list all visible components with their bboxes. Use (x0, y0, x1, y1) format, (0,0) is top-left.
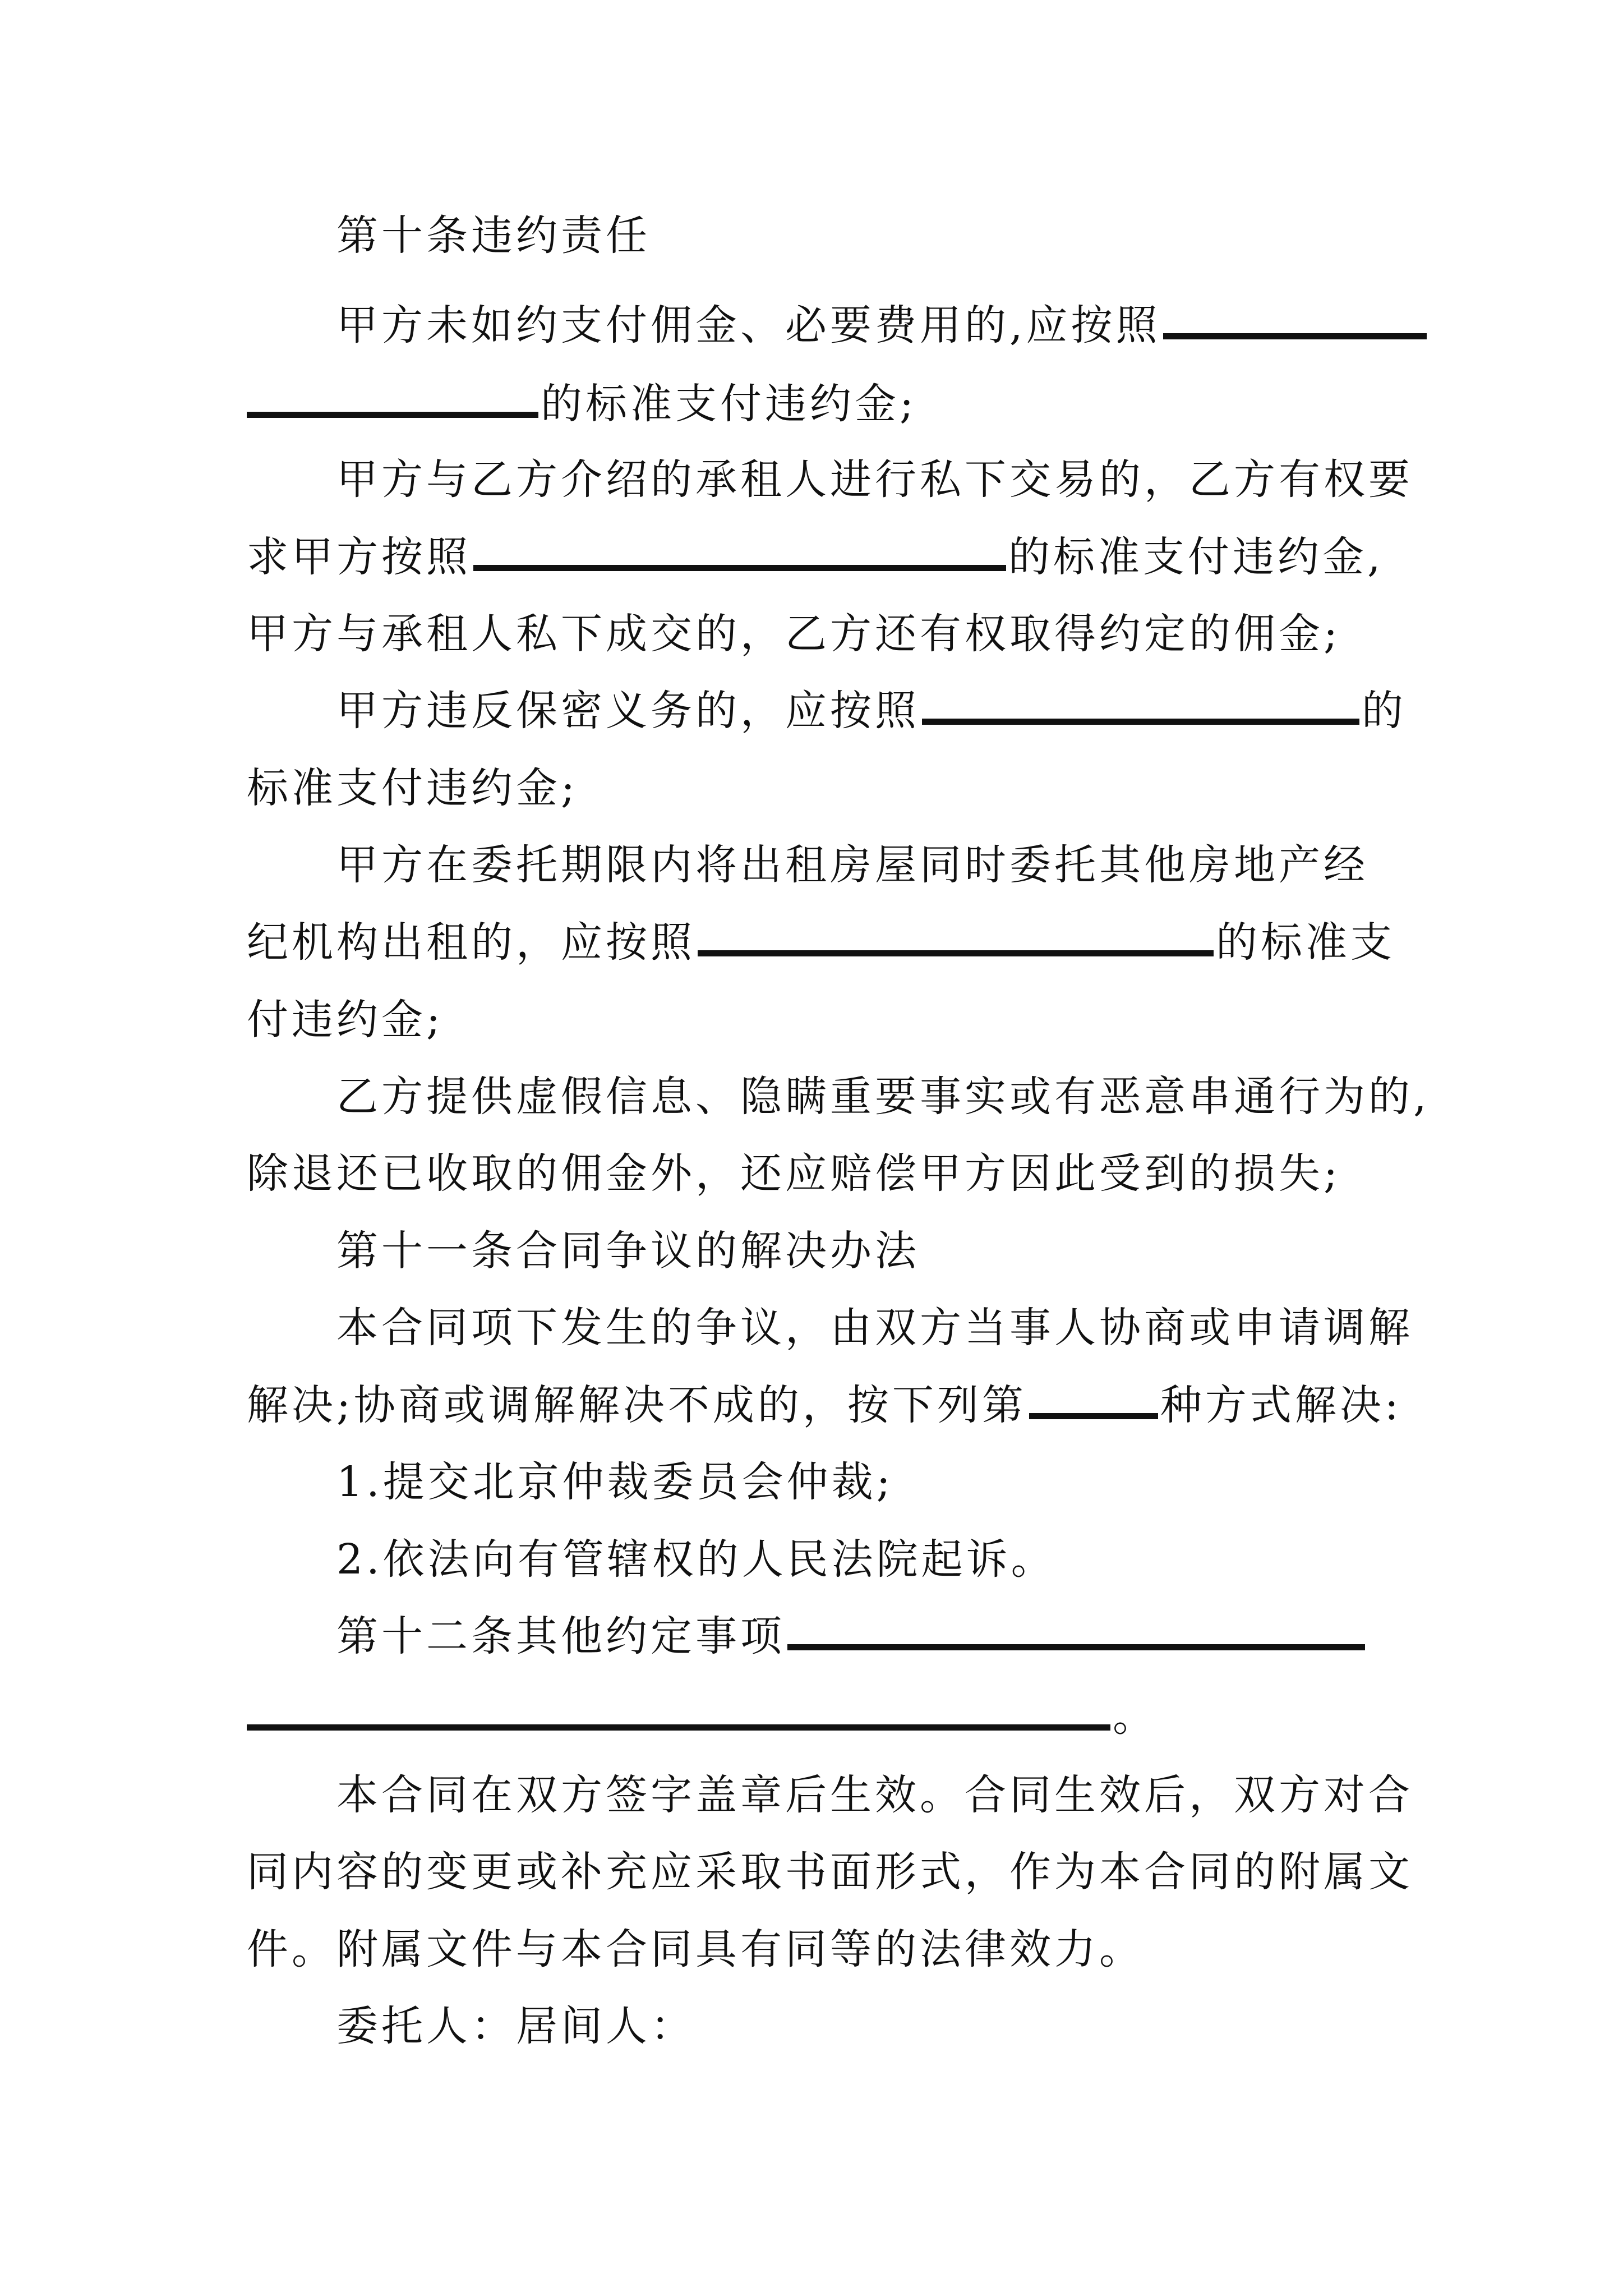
paragraph-line (247, 362, 1385, 446)
text: 付违约金; (247, 996, 444, 1044)
text: 2.依法向有管辖权的人民法院起诉。 (336, 1535, 1056, 1584)
article-11-heading (336, 1209, 1385, 1293)
fill-blank[interactable] (698, 917, 1214, 956)
article-10-heading (336, 194, 1385, 278)
list-item (336, 1517, 1385, 1602)
text: 甲方在委托期限内将出租房屋同时委托其他房地产经 (336, 841, 1368, 889)
text: 第十二条其他约定事项 (336, 1612, 785, 1660)
fill-blank[interactable] (247, 378, 538, 418)
text: 甲方与乙方介绍的承租人进行私下交易的，乙方有权要 (336, 455, 1413, 504)
text: 委托人：居间人： (336, 2002, 695, 2050)
paragraph-line (247, 592, 1385, 676)
text: 的标准支付违约金; (541, 380, 917, 428)
paragraph-line (247, 1674, 1385, 1759)
text: 种方式解决: (1160, 1381, 1402, 1429)
text: 甲方与承租人私下成交的，乙方还有权取得约定的佣金; (247, 610, 1341, 658)
text: 标准支付违约金; (247, 764, 578, 812)
text: 的标准支 (1216, 918, 1395, 967)
paragraph-line (336, 1753, 1413, 1837)
paragraph-line (336, 283, 1385, 367)
paragraph-line (247, 746, 1385, 830)
signature-line (336, 1984, 1385, 2068)
list-item (336, 1440, 1385, 1524)
text: 纪机构出租的，应按照 (247, 918, 695, 967)
paragraph-line (336, 438, 1413, 522)
fill-blank[interactable] (1029, 1379, 1158, 1419)
text: 乙方提供虚假信息、隐瞒重要事实或有恶意串通行为的, (336, 1073, 1430, 1121)
text: 求甲方按照 (247, 533, 471, 581)
fill-blank[interactable] (473, 531, 1006, 571)
text: 。 (1113, 1692, 1158, 1741)
text: 甲方未如约支付佣金、必要费用的,应按照 (336, 301, 1161, 349)
paragraph-line (247, 978, 1385, 1062)
article-12-heading (336, 1594, 1385, 1678)
paragraph-line (247, 1131, 1385, 1216)
text: 解决;协商或调解解决不成的，按下列第 (247, 1381, 1027, 1429)
text: 甲方违反保密义务的，应按照 (336, 687, 920, 735)
text: 1.提交北京仲裁委员会仲裁; (336, 1458, 894, 1506)
text: 的标准支付违约金, (1008, 533, 1384, 581)
fill-blank[interactable] (922, 685, 1359, 725)
paragraph-line (247, 1907, 1385, 1991)
paragraph-line (247, 1830, 1413, 1914)
paragraph-line (336, 823, 1385, 907)
paragraph-line (336, 1286, 1413, 1370)
paragraph-line (247, 515, 1385, 599)
text: 件。附属文件与本合同具有同等的法律效力。 (247, 1925, 1144, 1973)
text: 第十一条合同争议的解决办法 (336, 1227, 920, 1275)
text: 同内容的变更或补充应采取书面形式，作为本合同的附属文 (247, 1848, 1413, 1896)
text: 的 (1362, 687, 1407, 735)
fill-blank[interactable] (787, 1611, 1365, 1650)
fill-blank[interactable] (1163, 300, 1427, 339)
paragraph-line (336, 669, 1407, 753)
paragraph-line (336, 1055, 1430, 1139)
paragraph-line (247, 900, 1395, 984)
text: 除退还已收取的佣金外，还应赔偿甲方因此受到的损失; (247, 1149, 1341, 1198)
fill-blank[interactable] (247, 1691, 1110, 1731)
text: 第十条违约责任 (336, 211, 651, 260)
paragraph-line (247, 1363, 1402, 1447)
text: 本合同在双方签字盖章后生效。合同生效后，双方对合 (336, 1771, 1413, 1819)
text: 本合同项下发生的争议，由双方当事人协商或申请调解 (336, 1304, 1413, 1352)
